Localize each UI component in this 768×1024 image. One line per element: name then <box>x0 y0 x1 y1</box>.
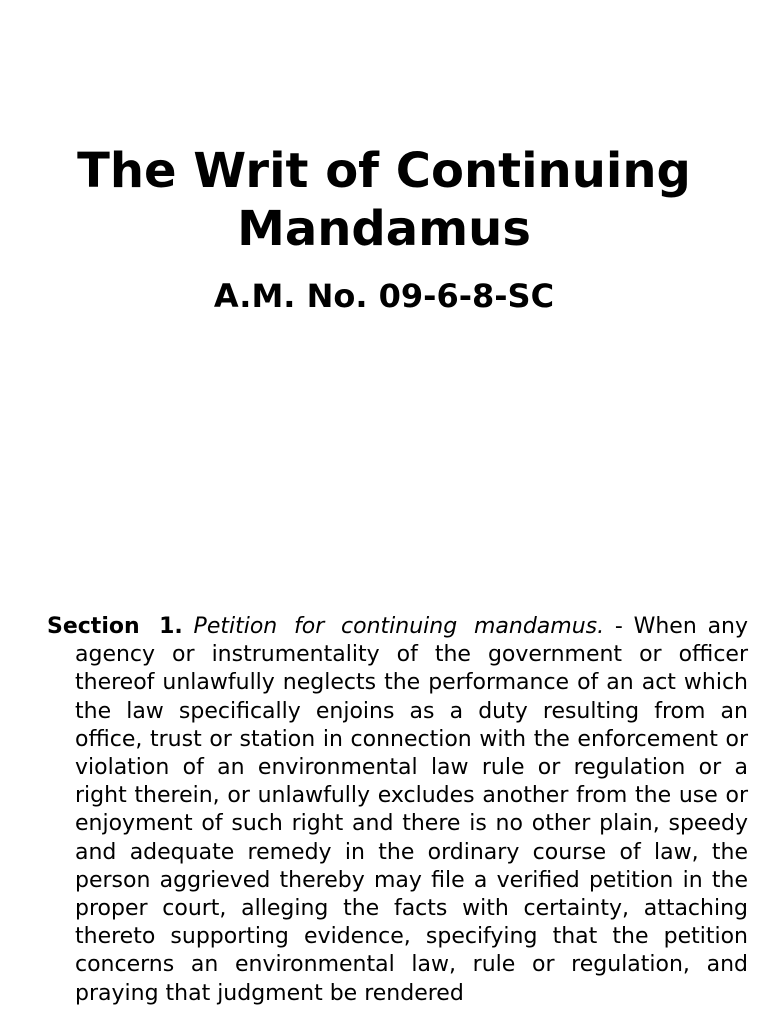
section-paragraph <box>47 613 748 1008</box>
section-label: Section 1. <box>47 614 183 639</box>
section-heading: Petition for continuing mandamus. <box>193 614 605 639</box>
page-title: The Writ of Continuing Mandamus <box>77 143 691 257</box>
section-body: - When any agency or instrumentality of the government or officer thereof unlawfully neglects the performance of an act which the law specifically enjoins as a duty resulting from an office, trust or station in connection with the enforcement or violation of an environmental law rule or regulation or a right therein, or unlawfully excludes another from the use or enjoyment of such right and there is no other plain, speedy and adequate remedy in the ordinary course of law, the person aggrieved thereby may file a verified petition in the proper court, alleging the facts with certainty, attaching thereto supporting evidence, specifying that the petition concerns an environmental law, rule or regulation, and praying that judgment be rendered <box>75 614 749 1006</box>
page-subtitle: A.M. No. 09-6-8-SC <box>213 277 555 315</box>
